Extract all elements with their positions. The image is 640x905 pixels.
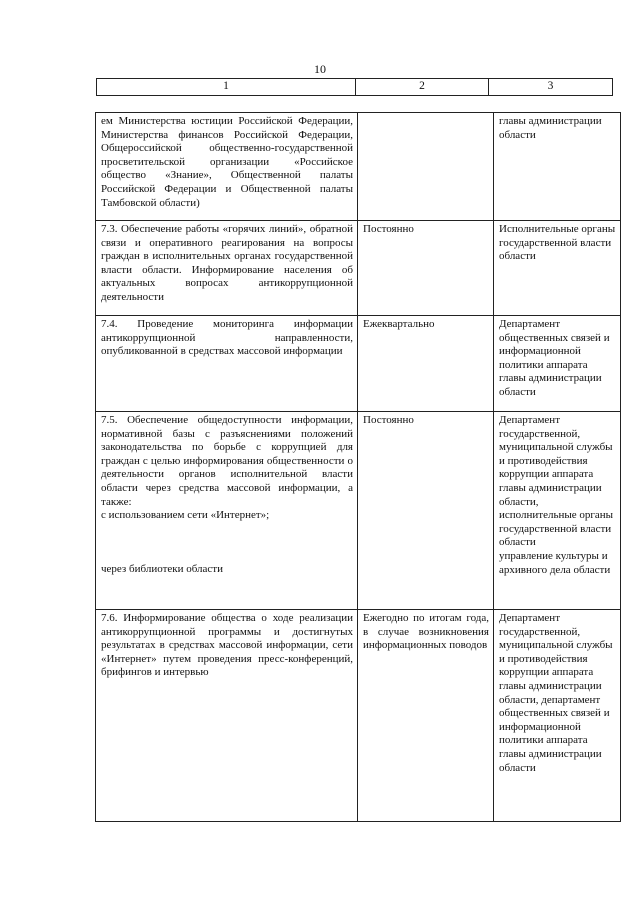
table-row xyxy=(96,610,621,822)
responsible-text: Исполнительные органы государственной власти области xyxy=(499,223,616,263)
action-sub-internet: с использованием сети «Интернет»; xyxy=(101,509,270,522)
action-cell: 7.3. Обеспечение работы «горячих линий», обратной связи и оперативного реагирования на вопросы граждан в исполнительных органах государственной власти области. Информирование населения об актуальных вопросах антикоррупционной деятельности xyxy=(96,221,358,316)
responsible-sub-culture: управление культуры и архивного дела области xyxy=(499,549,611,576)
responsible-text: главы администрации области xyxy=(499,115,602,141)
term-cell: Постоянно xyxy=(358,221,494,316)
responsible-cell xyxy=(494,316,621,412)
responsible-cell xyxy=(494,412,621,610)
responsible-cell xyxy=(494,610,621,822)
table-row xyxy=(96,113,621,221)
spacer xyxy=(101,523,353,563)
column-header-1: 1 xyxy=(97,79,356,96)
measures-table xyxy=(95,112,621,822)
responsible-text: Департамент общественных связей и информационной политики аппарата главы администрации области xyxy=(499,318,610,398)
column-header-row xyxy=(97,79,613,96)
action-cell: 7.4. Проведение мониторинга информации антикоррупционной направленности, опубликованной в средствах массовой информации xyxy=(96,316,358,412)
term-cell xyxy=(358,113,494,221)
action-text: 7.5. Обеспечение общедоступности информации, нормативной базы с разъяснениями положений законодательства по борьбе с коррупцией для граждан с целью информирования общественности о деятельности органов исполнительной власти области через средства массовой информации, а также: xyxy=(101,414,353,508)
action-sub-libraries: через библиотеки области xyxy=(101,562,224,575)
term-cell: Постоянно xyxy=(358,412,494,610)
column-header-2: 2 xyxy=(356,79,489,96)
responsible-cell xyxy=(494,221,621,316)
page-number: 10 xyxy=(314,62,326,76)
responsible-cell xyxy=(494,113,621,221)
responsible-text: Департамент государственной, муниципальной службы и противодействия коррупции аппарата главы администрации области, исполнительные органы государственной власти области xyxy=(499,414,614,549)
table-row xyxy=(96,316,621,412)
action-cell: 7.6. Информирование общества о ходе реализации антикоррупционной программы и достигнутых результатах в средствах массовой информации, сети «Интернет» путем проведения пресс-конференций, брифингов и интервью xyxy=(96,610,358,822)
column-header-table xyxy=(96,78,613,96)
action-cell: ем Министерства юстиции Российской Федерации, Министерства финансов Российской Федерации, Общероссийской общественно-государственной просветительской организации «Российское общество «Знание», Общественной палаты Российской Федерации и Общественной палаты Тамбовской области) xyxy=(96,113,358,221)
term-cell: Ежегодно по итогам года, в случае возникновения информационных поводов xyxy=(358,610,494,822)
responsible-text: Департамент государственной, муниципальной службы и противодействия коррупции аппарата главы администрации области, департамент общественных связей и информационной политики аппарата главы администрации области xyxy=(499,612,613,774)
term-cell: Ежеквартально xyxy=(358,316,494,412)
table-row xyxy=(96,221,621,316)
action-cell xyxy=(96,412,358,610)
column-header-3: 3 xyxy=(489,79,613,96)
table-row xyxy=(96,412,621,610)
